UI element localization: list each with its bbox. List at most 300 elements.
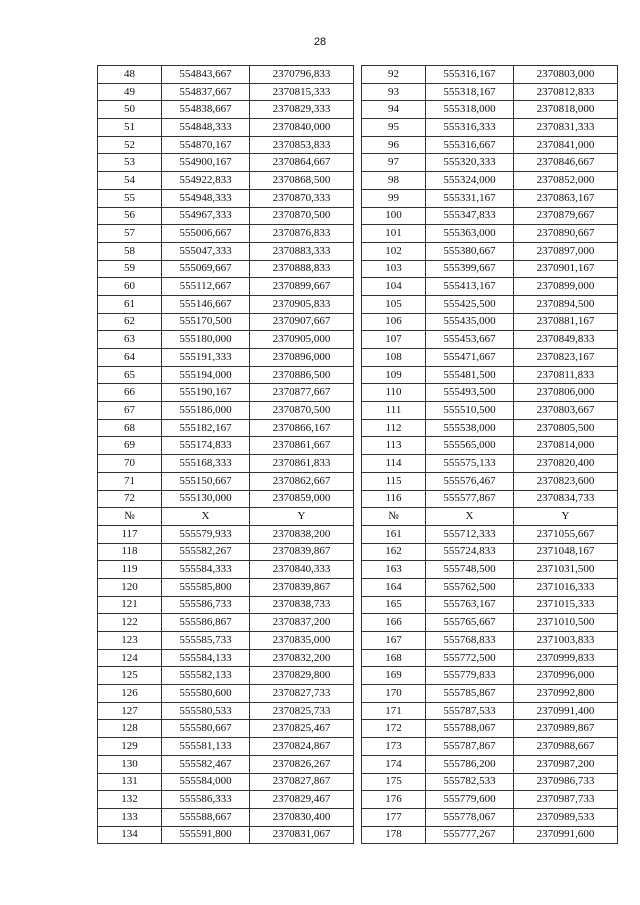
point-number-cell: 170	[362, 685, 426, 703]
y-coordinate-cell: 2370827,867	[250, 773, 354, 791]
x-coordinate-cell: 555069,667	[162, 260, 250, 278]
y-coordinate-cell: 2370866,167	[250, 419, 354, 437]
table-row	[362, 826, 618, 844]
table-row	[362, 667, 618, 685]
table-row	[362, 83, 618, 101]
point-number-cell: 108	[362, 349, 426, 367]
point-number-cell: 173	[362, 738, 426, 756]
point-number-cell: 101	[362, 225, 426, 243]
point-number-cell: 122	[98, 614, 162, 632]
x-coordinate-cell: 555006,667	[162, 225, 250, 243]
y-coordinate-cell: 2370870,333	[250, 189, 354, 207]
y-coordinate-cell: 2371010,500	[514, 614, 618, 632]
y-coordinate-cell: 2370829,467	[250, 791, 354, 809]
table-row	[362, 154, 618, 172]
y-coordinate-cell: 2370796,833	[250, 66, 354, 84]
table-row	[98, 260, 354, 278]
x-coordinate-cell: 555182,167	[162, 419, 250, 437]
y-coordinate-cell: 2370814,000	[514, 437, 618, 455]
y-coordinate-cell: 2370907,667	[250, 313, 354, 331]
y-coordinate-cell: 2370820,400	[514, 455, 618, 473]
x-coordinate-cell: 555435,000	[426, 313, 514, 331]
table-row	[98, 702, 354, 720]
y-coordinate-cell: 2370831,067	[250, 826, 354, 844]
y-coordinate-cell: 2371031,500	[514, 561, 618, 579]
number-column-header: №	[362, 508, 426, 526]
table-row	[362, 313, 618, 331]
table-row	[98, 242, 354, 260]
table-row	[98, 667, 354, 685]
point-number-cell: 164	[362, 578, 426, 596]
point-number-cell: 178	[362, 826, 426, 844]
point-number-cell: 120	[98, 578, 162, 596]
y-coordinate-cell: 2370829,800	[250, 667, 354, 685]
x-coordinate-cell: 555170,500	[162, 313, 250, 331]
y-coordinate-cell: 2370803,000	[514, 66, 618, 84]
table-row	[362, 119, 618, 137]
point-number-cell: 57	[98, 225, 162, 243]
x-coordinate-cell: 555580,600	[162, 685, 250, 703]
table-row	[98, 384, 354, 402]
y-coordinate-cell: 2370803,667	[514, 402, 618, 420]
y-coordinate-cell: 2370839,867	[250, 578, 354, 596]
point-number-cell: 132	[98, 791, 162, 809]
point-number-cell: 167	[362, 632, 426, 650]
point-number-cell: 67	[98, 402, 162, 420]
table-row	[98, 578, 354, 596]
point-number-cell: 69	[98, 437, 162, 455]
x-coordinate-cell: 555579,933	[162, 525, 250, 543]
number-column-header: №	[98, 508, 162, 526]
y-coordinate-cell: 2371048,167	[514, 543, 618, 561]
point-number-cell: 171	[362, 702, 426, 720]
y-coordinate-cell: 2370831,333	[514, 119, 618, 137]
table-row	[362, 437, 618, 455]
y-coordinate-cell: 2370823,167	[514, 349, 618, 367]
x-coordinate-cell: 555318,167	[426, 83, 514, 101]
table-row	[362, 455, 618, 473]
point-number-cell: 99	[362, 189, 426, 207]
point-number-cell: 62	[98, 313, 162, 331]
table-row	[98, 614, 354, 632]
y-coordinate-cell: 2370996,000	[514, 667, 618, 685]
y-coordinate-cell: 2370879,667	[514, 207, 618, 225]
point-number-cell: 161	[362, 525, 426, 543]
x-coordinate-cell: 555471,667	[426, 349, 514, 367]
point-number-cell: 130	[98, 755, 162, 773]
y-coordinate-cell: 2370829,333	[250, 101, 354, 119]
x-coordinate-cell: 555772,500	[426, 649, 514, 667]
point-number-cell: 177	[362, 808, 426, 826]
x-coordinate-cell: 555510,500	[426, 402, 514, 420]
point-number-cell: 93	[362, 83, 426, 101]
table-row	[98, 773, 354, 791]
x-coordinate-cell: 555425,500	[426, 295, 514, 313]
x-coordinate-cell: 555316,167	[426, 66, 514, 84]
point-number-cell: 163	[362, 561, 426, 579]
x-coordinate-cell: 554900,167	[162, 154, 250, 172]
point-number-cell: 54	[98, 172, 162, 190]
table-row	[98, 490, 354, 508]
point-number-cell: 127	[98, 702, 162, 720]
y-coordinate-cell: 2370890,667	[514, 225, 618, 243]
table-row	[98, 720, 354, 738]
table-row	[98, 83, 354, 101]
x-coordinate-cell: 555779,600	[426, 791, 514, 809]
y-coordinate-cell: 2370987,733	[514, 791, 618, 809]
table-row	[98, 136, 354, 154]
point-number-cell: 162	[362, 543, 426, 561]
x-coordinate-cell: 555112,667	[162, 278, 250, 296]
table-row	[98, 455, 354, 473]
x-coordinate-cell: 555591,800	[162, 826, 250, 844]
y-coordinate-cell: 2371003,833	[514, 632, 618, 650]
point-number-cell: 59	[98, 260, 162, 278]
table-row	[362, 278, 618, 296]
y-coordinate-cell: 2370838,200	[250, 525, 354, 543]
y-coordinate-cell: 2370988,667	[514, 738, 618, 756]
point-number-cell: 131	[98, 773, 162, 791]
table-row	[362, 738, 618, 756]
y-coordinate-cell: 2370830,400	[250, 808, 354, 826]
y-coordinate-cell: 2370886,500	[250, 366, 354, 384]
x-coordinate-cell: 555194,000	[162, 366, 250, 384]
x-coordinate-cell: 555585,733	[162, 632, 250, 650]
y-coordinate-cell: 2370999,833	[514, 649, 618, 667]
point-number-cell: 71	[98, 472, 162, 490]
point-number-cell: 64	[98, 349, 162, 367]
table-row	[362, 685, 618, 703]
x-coordinate-cell: 555320,333	[426, 154, 514, 172]
x-coordinate-cell: 555765,667	[426, 614, 514, 632]
coordinates-table-left	[97, 65, 354, 844]
point-number-cell: 48	[98, 66, 162, 84]
point-number-cell: 66	[98, 384, 162, 402]
table-row	[98, 172, 354, 190]
x-coordinate-cell: 554870,167	[162, 136, 250, 154]
point-number-cell: 55	[98, 189, 162, 207]
y-coordinate-cell: 2370841,000	[514, 136, 618, 154]
x-coordinate-cell: 555582,467	[162, 755, 250, 773]
x-coordinate-cell: 555787,533	[426, 702, 514, 720]
point-number-cell: 60	[98, 278, 162, 296]
point-number-cell: 97	[362, 154, 426, 172]
point-number-cell: 109	[362, 366, 426, 384]
x-coordinate-cell: 555174,833	[162, 437, 250, 455]
point-number-cell: 169	[362, 667, 426, 685]
point-number-cell: 116	[362, 490, 426, 508]
x-coordinate-cell: 555763,167	[426, 596, 514, 614]
x-coordinate-cell: 555168,333	[162, 455, 250, 473]
x-coordinate-cell: 555712,333	[426, 525, 514, 543]
table-row	[362, 808, 618, 826]
point-number-cell: 100	[362, 207, 426, 225]
x-coordinate-cell: 555538,000	[426, 419, 514, 437]
x-coordinate-cell: 555331,167	[426, 189, 514, 207]
x-coordinate-cell: 554967,333	[162, 207, 250, 225]
point-number-cell: 103	[362, 260, 426, 278]
point-number-cell: 114	[362, 455, 426, 473]
table-row	[98, 543, 354, 561]
point-number-cell: 95	[362, 119, 426, 137]
y-coordinate-cell: 2370991,600	[514, 826, 618, 844]
y-coordinate-cell: 2370811,833	[514, 366, 618, 384]
point-number-cell: 53	[98, 154, 162, 172]
point-number-cell: 70	[98, 455, 162, 473]
y-coordinate-cell: 2370849,833	[514, 331, 618, 349]
x-coordinate-cell: 555316,667	[426, 136, 514, 154]
point-number-cell: 51	[98, 119, 162, 137]
table-row	[98, 366, 354, 384]
y-coordinate-cell: 2370825,467	[250, 720, 354, 738]
y-coordinate-cell: 2370868,500	[250, 172, 354, 190]
table-row	[362, 720, 618, 738]
table-row	[362, 384, 618, 402]
x-coordinate-cell: 555580,533	[162, 702, 250, 720]
y-coordinate-cell: 2370992,800	[514, 685, 618, 703]
x-coordinate-cell: 554843,667	[162, 66, 250, 84]
y-coordinate-cell: 2370840,333	[250, 561, 354, 579]
x-coordinate-cell: 555788,067	[426, 720, 514, 738]
x-coordinate-cell: 555150,667	[162, 472, 250, 490]
y-coordinate-cell: 2370863,167	[514, 189, 618, 207]
table-row	[362, 295, 618, 313]
x-coordinate-cell: 555577,867	[426, 490, 514, 508]
x-coordinate-cell: 555585,800	[162, 578, 250, 596]
x-coordinate-cell: 555586,867	[162, 614, 250, 632]
x-coordinate-cell: 555782,533	[426, 773, 514, 791]
x-coordinate-cell: 555582,133	[162, 667, 250, 685]
x-coordinate-cell: 555779,833	[426, 667, 514, 685]
point-number-cell: 63	[98, 331, 162, 349]
y-coordinate-cell: 2370818,000	[514, 101, 618, 119]
x-coordinate-cell: 555762,500	[426, 578, 514, 596]
table-row	[98, 738, 354, 756]
table-row	[362, 632, 618, 650]
point-number-cell: 118	[98, 543, 162, 561]
y-coordinate-cell: 2370812,833	[514, 83, 618, 101]
x-coordinate-cell: 555191,333	[162, 349, 250, 367]
point-number-cell: 68	[98, 419, 162, 437]
table-row	[98, 826, 354, 844]
y-coordinate-cell: 2370862,667	[250, 472, 354, 490]
point-number-cell: 112	[362, 419, 426, 437]
y-coordinate-cell: 2370832,200	[250, 649, 354, 667]
table-row	[98, 561, 354, 579]
table-row	[98, 437, 354, 455]
y-coordinate-cell: 2370896,000	[250, 349, 354, 367]
y-coordinate-cell: 2370881,167	[514, 313, 618, 331]
x-coordinate-cell: 554948,333	[162, 189, 250, 207]
y-coordinate-cell: 2370899,667	[250, 278, 354, 296]
point-number-cell: 119	[98, 561, 162, 579]
point-number-cell: 105	[362, 295, 426, 313]
table-row	[362, 189, 618, 207]
y-coordinate-cell: 2370901,167	[514, 260, 618, 278]
point-number-cell: 113	[362, 437, 426, 455]
point-number-cell: 61	[98, 295, 162, 313]
table-row	[362, 242, 618, 260]
point-number-cell: 107	[362, 331, 426, 349]
point-number-cell: 98	[362, 172, 426, 190]
point-number-cell: 172	[362, 720, 426, 738]
y-coordinate-cell: 2370861,833	[250, 455, 354, 473]
point-number-cell: 128	[98, 720, 162, 738]
point-number-cell: 104	[362, 278, 426, 296]
x-coordinate-cell: 555584,333	[162, 561, 250, 579]
point-number-cell: 174	[362, 755, 426, 773]
point-number-cell: 50	[98, 101, 162, 119]
y-coordinate-cell: 2370991,400	[514, 702, 618, 720]
point-number-cell: 56	[98, 207, 162, 225]
y-coordinate-cell: 2371055,667	[514, 525, 618, 543]
y-coordinate-cell: 2370870,500	[250, 402, 354, 420]
point-number-cell: 106	[362, 313, 426, 331]
table-header-row	[362, 508, 618, 526]
table-row	[98, 632, 354, 650]
table-row	[98, 755, 354, 773]
point-number-cell: 126	[98, 685, 162, 703]
x-coordinate-cell: 555316,333	[426, 119, 514, 137]
table-row	[98, 189, 354, 207]
table-row	[362, 207, 618, 225]
y-column-header: Y	[250, 508, 354, 526]
x-coordinate-cell: 555047,333	[162, 242, 250, 260]
table-row	[362, 561, 618, 579]
table-row	[362, 136, 618, 154]
x-coordinate-cell: 555584,000	[162, 773, 250, 791]
x-coordinate-cell: 555785,867	[426, 685, 514, 703]
table-row	[98, 313, 354, 331]
y-coordinate-cell: 2370859,000	[250, 490, 354, 508]
point-number-cell: 111	[362, 402, 426, 420]
x-coordinate-cell: 555130,000	[162, 490, 250, 508]
x-coordinate-cell: 554837,667	[162, 83, 250, 101]
table-row	[362, 349, 618, 367]
x-coordinate-cell: 555565,000	[426, 437, 514, 455]
table-row	[98, 349, 354, 367]
x-coordinate-cell: 555768,833	[426, 632, 514, 650]
y-coordinate-cell: 2370827,733	[250, 685, 354, 703]
y-coordinate-cell: 2370824,867	[250, 738, 354, 756]
y-coordinate-cell: 2370905,833	[250, 295, 354, 313]
table-row	[362, 614, 618, 632]
point-number-cell: 168	[362, 649, 426, 667]
y-coordinate-cell: 2370870,500	[250, 207, 354, 225]
point-number-cell: 110	[362, 384, 426, 402]
table-row	[362, 490, 618, 508]
point-number-cell: 124	[98, 649, 162, 667]
y-coordinate-cell: 2370905,000	[250, 331, 354, 349]
x-coordinate-cell: 555186,000	[162, 402, 250, 420]
point-number-cell: 121	[98, 596, 162, 614]
y-coordinate-cell: 2370826,267	[250, 755, 354, 773]
y-coordinate-cell: 2370823,600	[514, 472, 618, 490]
table-row	[98, 207, 354, 225]
y-column-header: Y	[514, 508, 618, 526]
page-number: 28	[313, 36, 327, 48]
y-coordinate-cell: 2370986,733	[514, 773, 618, 791]
y-coordinate-cell: 2370840,000	[250, 119, 354, 137]
point-number-cell: 129	[98, 738, 162, 756]
x-coordinate-cell: 555190,167	[162, 384, 250, 402]
y-coordinate-cell: 2370883,333	[250, 242, 354, 260]
table-row	[362, 525, 618, 543]
table-header-row	[98, 508, 354, 526]
x-coordinate-cell: 555347,833	[426, 207, 514, 225]
table-row	[98, 596, 354, 614]
point-number-cell: 134	[98, 826, 162, 844]
table-row	[98, 66, 354, 84]
table-row	[362, 472, 618, 490]
table-row	[362, 702, 618, 720]
x-column-header: X	[426, 508, 514, 526]
x-coordinate-cell: 555363,000	[426, 225, 514, 243]
table-row	[362, 66, 618, 84]
y-coordinate-cell: 2370835,000	[250, 632, 354, 650]
y-coordinate-cell: 2371015,333	[514, 596, 618, 614]
point-number-cell: 125	[98, 667, 162, 685]
point-number-cell: 123	[98, 632, 162, 650]
point-number-cell: 52	[98, 136, 162, 154]
point-number-cell: 58	[98, 242, 162, 260]
table-row	[362, 402, 618, 420]
table-row	[98, 278, 354, 296]
y-coordinate-cell: 2370989,867	[514, 720, 618, 738]
table-row	[362, 260, 618, 278]
table-row	[98, 649, 354, 667]
table-row	[362, 596, 618, 614]
x-coordinate-cell: 555575,133	[426, 455, 514, 473]
point-number-cell: 175	[362, 773, 426, 791]
table-row	[362, 791, 618, 809]
y-coordinate-cell: 2370876,833	[250, 225, 354, 243]
table-row	[98, 525, 354, 543]
x-coordinate-cell: 555324,000	[426, 172, 514, 190]
x-coordinate-cell: 555380,667	[426, 242, 514, 260]
table-row	[98, 419, 354, 437]
x-coordinate-cell: 555580,667	[162, 720, 250, 738]
table-row	[98, 154, 354, 172]
table-row	[362, 101, 618, 119]
y-coordinate-cell: 2370825,733	[250, 702, 354, 720]
y-coordinate-cell: 2370864,667	[250, 154, 354, 172]
table-row	[362, 773, 618, 791]
table-row	[98, 331, 354, 349]
table-row	[362, 366, 618, 384]
y-coordinate-cell: 2370987,200	[514, 755, 618, 773]
x-coordinate-cell: 555582,267	[162, 543, 250, 561]
y-coordinate-cell: 2370806,000	[514, 384, 618, 402]
x-coordinate-cell: 554922,833	[162, 172, 250, 190]
x-coordinate-cell: 555787,867	[426, 738, 514, 756]
point-number-cell: 94	[362, 101, 426, 119]
y-coordinate-cell: 2370839,867	[250, 543, 354, 561]
x-coordinate-cell: 555146,667	[162, 295, 250, 313]
y-coordinate-cell: 2370805,500	[514, 419, 618, 437]
y-coordinate-cell: 2370888,833	[250, 260, 354, 278]
table-row	[98, 472, 354, 490]
x-coordinate-cell: 555493,500	[426, 384, 514, 402]
y-coordinate-cell: 2370852,000	[514, 172, 618, 190]
point-number-cell: 176	[362, 791, 426, 809]
x-coordinate-cell: 554848,333	[162, 119, 250, 137]
x-coordinate-cell: 555581,133	[162, 738, 250, 756]
y-coordinate-cell: 2370815,333	[250, 83, 354, 101]
table-row	[362, 578, 618, 596]
table-row	[362, 755, 618, 773]
table-row	[362, 172, 618, 190]
